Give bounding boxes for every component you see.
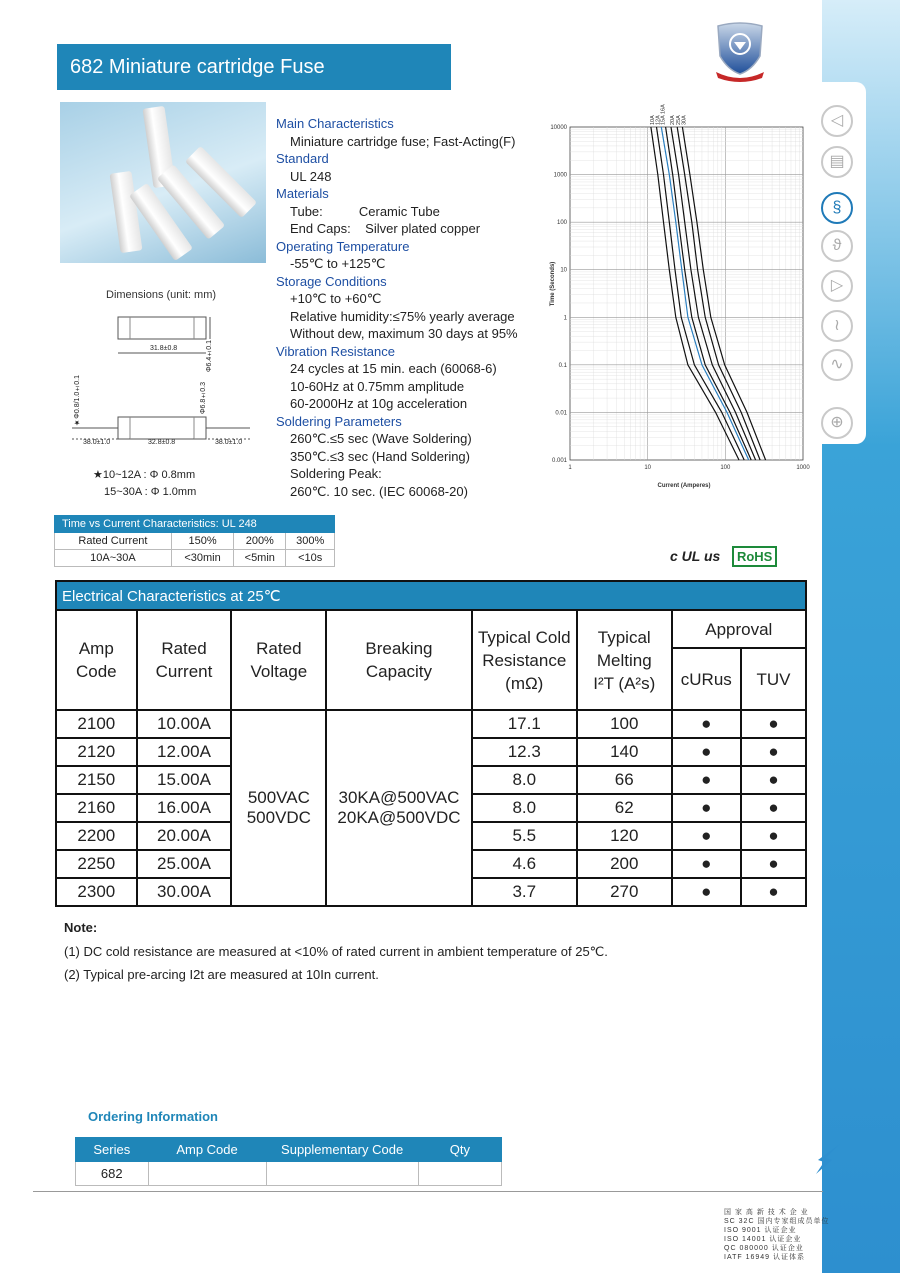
cell-tuv: ● xyxy=(741,766,806,794)
cell-resistance: 5.5 xyxy=(472,822,577,850)
cell-curus: ● xyxy=(672,738,741,766)
spec-heading: Vibration Resistance xyxy=(276,343,395,359)
cell-i2t: 100 xyxy=(577,710,672,738)
page-title: 682 Miniature cartridge Fuse xyxy=(57,44,451,90)
table-row xyxy=(56,710,806,738)
cell-resistance: 12.3 xyxy=(472,738,577,766)
chart-x-tick: 1000 xyxy=(796,465,810,471)
chart-curve-label: 12A xyxy=(655,115,662,125)
certification-list xyxy=(724,1208,829,1262)
header-melting-i2t: Typical Melting I²T (A²s) xyxy=(577,610,672,710)
cell-i2t: 200 xyxy=(577,850,672,878)
chart-y-tick: 1 xyxy=(563,315,567,322)
table-cell: <5min xyxy=(234,550,286,567)
cell-i2t: 66 xyxy=(577,766,672,794)
approval-marks xyxy=(670,546,777,567)
cell-tuv: ● xyxy=(741,738,806,766)
spec-value: 24 cycles at 15 min. each (60068-6) xyxy=(290,361,497,376)
chart-y-tick: 1000 xyxy=(553,172,567,179)
ordering-cell[interactable] xyxy=(148,1162,266,1186)
time-current-table xyxy=(54,515,335,567)
dim-top-diameter: Φ6.4±0.1 xyxy=(206,340,213,373)
lightning-icon xyxy=(812,1142,842,1176)
spec-value: 350℃.≤3 sec (Hand Soldering) xyxy=(290,448,470,464)
product-photo xyxy=(60,102,266,263)
cell-amp-code: 2120 xyxy=(56,738,137,766)
dim-lead-right: 38.0±1.0 xyxy=(215,439,243,446)
cell-resistance: 8.0 xyxy=(472,766,577,794)
chart-curve-label: 20A xyxy=(670,115,677,125)
note-2: (2) Typical pre-arcing I2t are measured at 10In current. xyxy=(64,967,379,982)
ordering-table xyxy=(75,1137,502,1186)
note-1: (1) DC cold resistance are measured at <10% of rated current in ambient temperature of 25℃. xyxy=(64,944,608,959)
table-cell: <10s xyxy=(286,550,335,567)
cell-curus: ● xyxy=(672,794,741,822)
chart-curve-label: 30A xyxy=(681,115,688,125)
brand-shield-logo xyxy=(712,20,768,82)
ordering-cell: 682 xyxy=(76,1162,149,1186)
cell-resistance: 3.7 xyxy=(472,878,577,906)
ordering-title: Ordering Information xyxy=(88,1109,218,1124)
header-cold-resistance: Typical Cold Resistance (mΩ) xyxy=(472,610,577,710)
header-amp-code: Amp Code xyxy=(56,610,137,710)
chart-x-tick: 100 xyxy=(720,465,731,471)
spec-heading: Main Characteristics xyxy=(276,116,394,131)
ul-logo: c UL us xyxy=(670,548,721,564)
certification-line: ISO 9001 认证企业 xyxy=(724,1227,797,1234)
cell-rated-current: 15.00A xyxy=(137,766,232,794)
dim-top-length: 31.8±0.8 xyxy=(150,345,178,352)
ordering-header-cell: Qty xyxy=(418,1138,501,1162)
chart-y-tick: 10000 xyxy=(550,125,567,131)
cell-curus: ● xyxy=(672,710,741,738)
cell-rated-current: 10.00A xyxy=(137,710,232,738)
table-header-cell: 200% xyxy=(234,533,286,550)
spec-value: Without dew, maximum 30 days at 95% xyxy=(290,326,518,341)
ordering-header-cell: Supplementary Code xyxy=(266,1138,418,1162)
electrical-table xyxy=(55,580,807,907)
certification-line: SC 32C 国内专家组成员单位 xyxy=(724,1218,830,1225)
cell-rated-current: 30.00A xyxy=(137,878,232,906)
triangle-icon[interactable]: ◁ xyxy=(821,105,853,137)
ordering-cell[interactable] xyxy=(266,1162,418,1186)
table-header-cell: 150% xyxy=(171,533,233,550)
chart-x-tick: 1 xyxy=(568,465,572,471)
chart-curve-label: 25A xyxy=(676,115,683,125)
spec-value: End Caps: Silver plated copper xyxy=(290,221,481,236)
spec-value: 60-2000Hz at 10g acceleration xyxy=(290,396,468,411)
cell-resistance: 8.0 xyxy=(472,794,577,822)
ordering-header-cell: Series xyxy=(76,1138,149,1162)
cell-amp-code: 2200 xyxy=(56,822,137,850)
cell-rated-current: 16.00A xyxy=(137,794,232,822)
globe-icon[interactable]: ⊕ xyxy=(821,407,853,439)
cell-tuv: ● xyxy=(741,794,806,822)
dim-body-length: 32.8±0.8 xyxy=(148,439,176,446)
dimension-drawing xyxy=(60,305,260,460)
spec-value: 10-60Hz at 0.75mm amplitude xyxy=(290,378,465,394)
varistor-icon[interactable]: ≀ xyxy=(821,310,853,342)
chart-xlabel: Current (Amperes) xyxy=(657,483,711,489)
rohs-badge: RoHS xyxy=(732,546,777,567)
chart-y-tick: 0.1 xyxy=(558,362,567,369)
cell-i2t: 140 xyxy=(577,738,672,766)
cell-amp-code: 2100 xyxy=(56,710,137,738)
certification-line: QC 080000 认证企业 xyxy=(724,1245,804,1252)
cell-amp-code: 2150 xyxy=(56,766,137,794)
chart-y-tick: 0.01 xyxy=(555,410,567,417)
thermal-icon[interactable]: ϑ xyxy=(821,230,853,262)
cell-resistance: 17.1 xyxy=(472,710,577,738)
spec-heading: Materials xyxy=(276,186,329,201)
table-cell: 10A~30A xyxy=(55,550,172,567)
header-tuv: TUV xyxy=(741,648,806,710)
spec-value: Soldering Peak: xyxy=(290,466,382,481)
chart-y-tick: 10 xyxy=(560,267,567,274)
electrical-caption: Electrical Characteristics at 25℃ xyxy=(56,581,806,610)
spec-value: UL 248 xyxy=(290,168,332,184)
spec-heading: Storage Conditions xyxy=(276,273,387,289)
header-approval: Approval xyxy=(672,610,806,648)
time-current-caption: Time vs Current Characteristics: UL 248 xyxy=(55,516,335,533)
footer-divider xyxy=(33,1191,823,1192)
lead-note-small: ★10~12A : Φ 0.8mm xyxy=(93,469,196,481)
chart-y-tick: 100 xyxy=(556,220,567,227)
cell-curus: ● xyxy=(672,766,741,794)
coil-icon[interactable]: ∿ xyxy=(821,349,853,381)
table-cell: <30min xyxy=(171,550,233,567)
dim-lead-left: 38.0±1.0 xyxy=(83,439,111,446)
chart-x-tick: 10 xyxy=(644,465,652,471)
spec-value: Relative humidity:≤75% yearly average xyxy=(290,308,515,324)
cell-tuv: ● xyxy=(741,710,806,738)
spec-value: 260℃.≤5 sec (Wave Soldering) xyxy=(290,431,472,446)
table-header-cell: 300% xyxy=(286,533,335,550)
spec-value: 260℃. 10 sec. (IEC 60068-20) xyxy=(290,483,468,499)
cell-tuv: ● xyxy=(741,850,806,878)
spec-value: Miniature cartridge fuse; Fast-Acting(F) xyxy=(290,133,516,149)
ordering-header-cell: Amp Code xyxy=(148,1138,266,1162)
certification-line: ISO 14001 认证企业 xyxy=(724,1236,802,1243)
cell-rated-current: 20.00A xyxy=(137,822,232,850)
spec-value: +10℃ to +60℃ xyxy=(290,291,382,306)
cell-rated-voltage: 500VAC 500VDC xyxy=(231,710,326,906)
lead-note-large: 15~30A : Φ 1.0mm xyxy=(104,486,197,498)
cell-i2t: 120 xyxy=(577,822,672,850)
arrow-right-icon[interactable]: ▷ xyxy=(821,270,853,302)
cell-tuv: ● xyxy=(741,878,806,906)
spec-heading: Standard xyxy=(276,151,329,166)
spec-list xyxy=(276,115,546,500)
spec-heading: Soldering Parameters xyxy=(276,413,402,429)
header-curus: cURus xyxy=(672,648,741,710)
cell-curus: ● xyxy=(672,878,741,906)
chart-plot-area xyxy=(570,127,803,460)
cell-rated-current: 25.00A xyxy=(137,850,232,878)
table-header-cell: Rated Current xyxy=(55,533,172,550)
cell-i2t: 270 xyxy=(577,878,672,906)
header-rated-current: Rated Current xyxy=(137,610,232,710)
certification-line: IATF 16949 认证体系 xyxy=(724,1254,806,1261)
ordering-cell[interactable] xyxy=(418,1162,501,1186)
certification-line: 国 家 高 新 技 术 企 业 xyxy=(724,1209,809,1216)
chart-curve-label: 15A 16A xyxy=(660,104,667,125)
header-breaking-capacity: Breaking Capacity xyxy=(326,610,471,710)
fuse-icon[interactable]: § xyxy=(821,192,853,224)
cell-curus: ● xyxy=(672,850,741,878)
chart-y-tick: 0.001 xyxy=(551,458,567,464)
chart-curve-label: 10A xyxy=(649,115,656,125)
side-icon-panel xyxy=(822,82,866,444)
cell-amp-code: 2300 xyxy=(56,878,137,906)
spec-heading: Operating Temperature xyxy=(276,238,410,254)
spec-value: Tube: Ceramic Tube xyxy=(290,203,440,219)
dimensions-title: Dimensions (unit: mm) xyxy=(106,289,217,301)
cell-i2t: 62 xyxy=(577,794,672,822)
cell-rated-current: 12.00A xyxy=(137,738,232,766)
time-current-chart xyxy=(545,98,815,498)
cell-curus: ● xyxy=(672,822,741,850)
book-icon[interactable]: ▤ xyxy=(821,146,853,178)
chart-ylabel: Time (Seconds) xyxy=(550,261,556,307)
cell-breaking-capacity: 30KA@500VAC 20KA@500VDC xyxy=(326,710,471,906)
cell-amp-code: 2160 xyxy=(56,794,137,822)
cell-tuv: ● xyxy=(741,822,806,850)
header-rated-voltage: Rated Voltage xyxy=(231,610,326,710)
spec-value: -55℃ to +125℃ xyxy=(290,256,386,271)
dim-lead-diameter: ★Φ0.8/1.0±0.1 xyxy=(74,375,81,427)
dim-body-diameter: Φ6.8±0.3 xyxy=(200,382,207,415)
cell-resistance: 4.6 xyxy=(472,850,577,878)
cell-amp-code: 2250 xyxy=(56,850,137,878)
notes-title: Note: xyxy=(64,920,98,935)
